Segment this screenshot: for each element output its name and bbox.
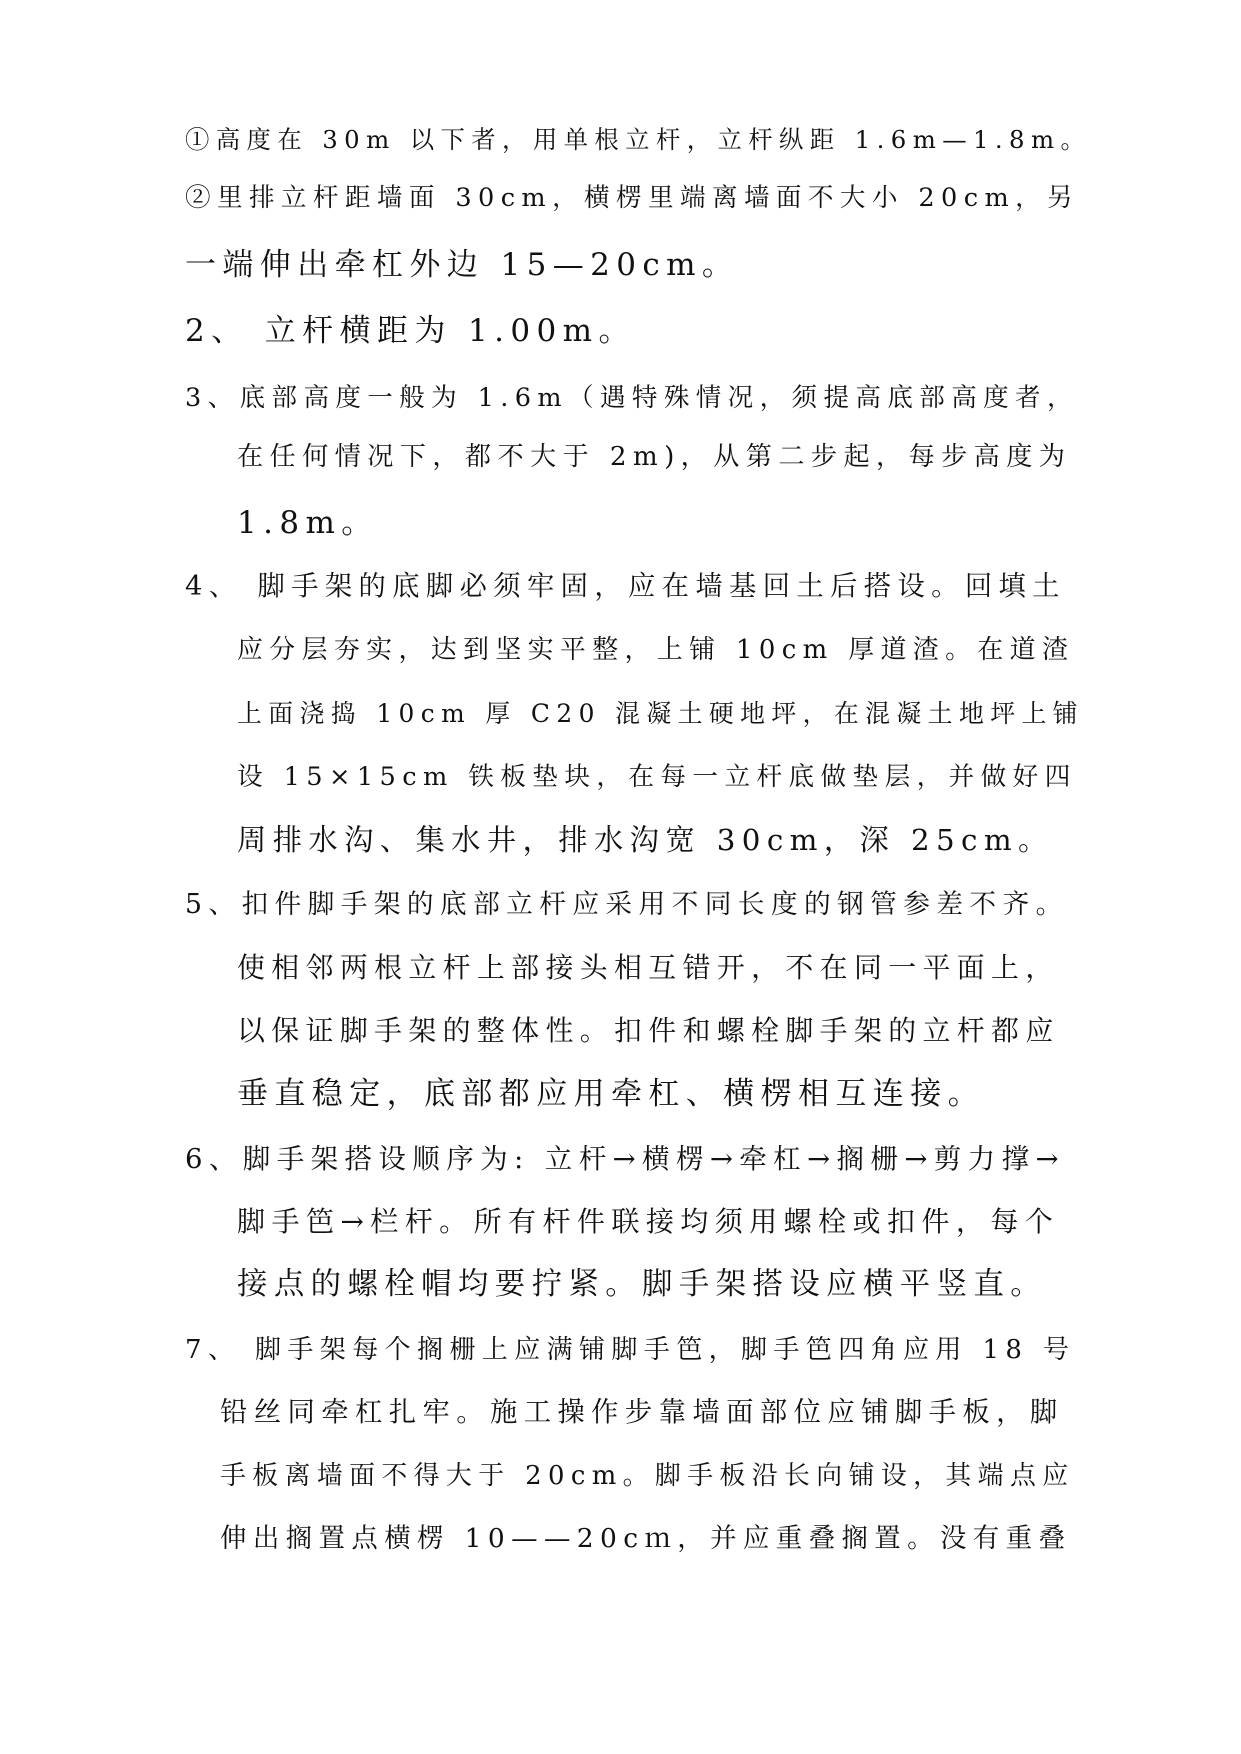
text-line: 上面浇捣 10cm 厚 C20 混凝土硬地坪，在混凝土地坪上铺 (237, 699, 1084, 728)
text-line: ②里排立杆距墙面 30cm，横楞里端离墙面不大小 20cm，另 (185, 183, 1080, 213)
text-line: 垂直稳定，底部都应用牵杠、横楞相互连接。 (237, 1076, 985, 1112)
text-line: 周排水沟、集水井，排水沟宽 30cm，深 25cm。 (237, 823, 1054, 857)
text-line: 脚手笆→栏杆。所有杆件联接均须用螺栓或扣件，每个 (237, 1205, 1060, 1238)
text-line: ①高度在 30m 以下者，用单根立杆，立杆纵距 1.6m—1.8m。 (185, 125, 1092, 154)
text-line: 以保证脚手架的整体性。扣件和螺栓脚手架的立杆都应 (237, 1014, 1060, 1047)
text-line: 6、脚手架搭设顺序为: 立杆→横楞→牵杠→搁栅→剪力撑→ (185, 1143, 1065, 1175)
text-line: 应分层夯实，达到坚实平整，上铺 10cm 厚道渣。在道渣 (237, 635, 1075, 665)
text-line: 设 15×15cm 铁板垫块，在每一立杆底做垫层，并做好四 (237, 762, 1077, 792)
text-line: 在任何情况下，都不大于 2m)，从第二步起，每步高度为 (237, 442, 1072, 472)
text-line: 3、底部高度一般为 1.6m（遇特殊情况，须提高底部高度者， (185, 383, 1079, 413)
text-line: 2、 立杆横距为 1.00m。 (185, 313, 636, 349)
text-line: 手板离墙面不得大于 20cm。脚手板沿长向铺设，其端点应 (220, 1461, 1075, 1491)
text-line: 使相邻两根立杆上部接头相互错开，不在同一平面上， (237, 951, 1060, 984)
text-line: 5、扣件脚手架的底部立杆应采用不同长度的钢管参差不齐。 (185, 889, 1069, 920)
text-line: 伸出搁置点横楞 10——20cｍ，并应重叠搁置。没有重叠 (220, 1523, 1072, 1554)
text-line: 铅丝同牵杠扎牢。施工操作步靠墙面部位应铺脚手板，脚 (220, 1397, 1064, 1428)
text-line: 一端伸出牵杠外边 15—20cm。 (185, 247, 740, 283)
text-line: 7、 脚手架每个搁栅上应满铺脚手笆，脚手笆四角应用 18 号 (185, 1335, 1076, 1365)
text-line: 4、 脚手架的底脚必须牢固，应在墙基回土后搭设。回填土 (185, 571, 1066, 602)
text-line: 1.8m。 (237, 505, 379, 541)
text-line: 接点的螺栓帽均要拧紧。脚手架搭设应横平竖直。 (237, 1267, 1048, 1302)
